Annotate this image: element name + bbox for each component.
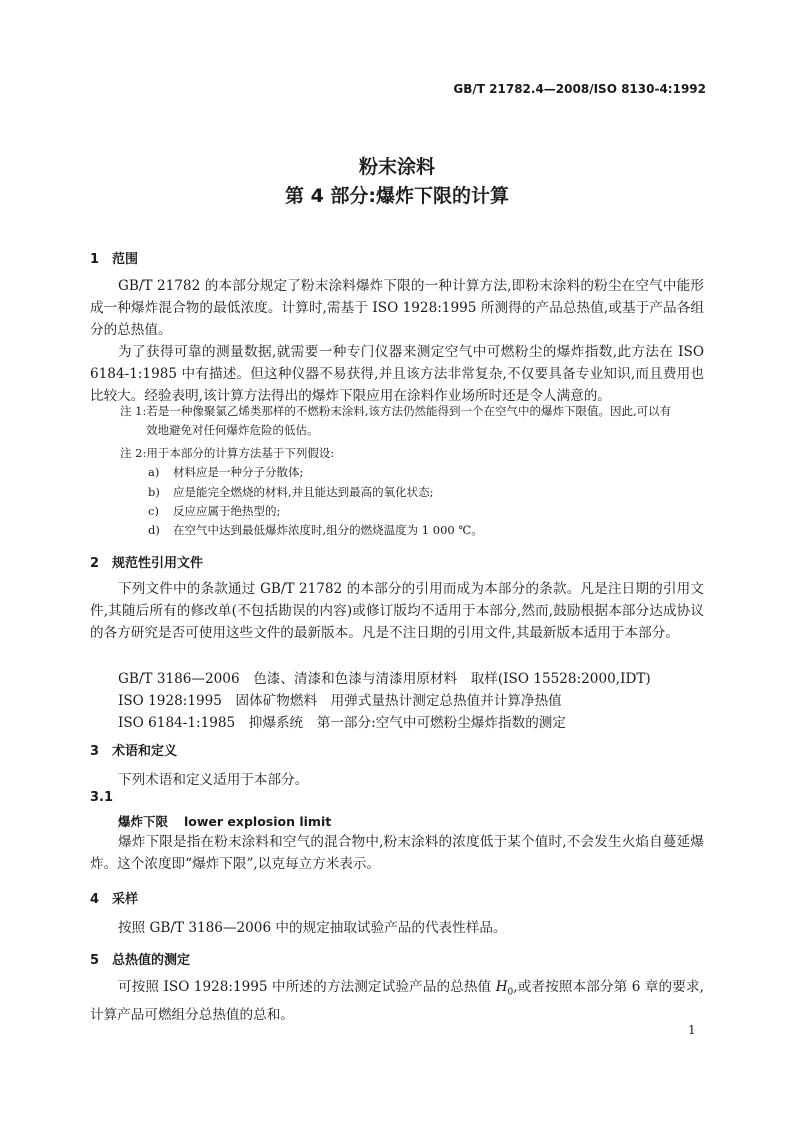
page-title: 粉末涂料 <box>358 156 435 178</box>
paragraph-text: 可按照 ISO 1928:1995 中所述的方法测定试验产品的总热值 <box>118 979 496 995</box>
list-item-label: b) <box>148 485 160 499</box>
section-number: 4 <box>90 892 100 907</box>
page-subtitle: 第 4 部分:爆炸下限的计算 <box>284 185 510 207</box>
section-title: 术语和定义 <box>112 744 178 759</box>
section-2-paragraph-1: 下列文件中的条款通过 GB/T 21782 的本部分的引用而成为本部分的条款。凡是注日期的引用文件,其随后所有的修改单(不包括勘误的内容)或修订版均不适用于本部分,然而,鼓励根据本部分达成协议的各方研究是否可使用这些文件的最新版本。凡是不注日期的引用文件,其最新版本适用于本部分。 <box>90 581 704 641</box>
term-number: 3.1 <box>90 790 114 805</box>
section-number: 1 <box>90 252 100 267</box>
term-chinese: 爆炸下限 <box>118 814 169 829</box>
section-number: 5 <box>90 953 100 968</box>
section-5-paragraph-1 <box>90 976 704 1026</box>
list-item <box>148 522 483 538</box>
section-title: 总热值的测定 <box>112 953 191 968</box>
section-4-heading <box>90 888 138 907</box>
section-number: 2 <box>90 556 100 571</box>
list-item-text: 在空气中达到最低爆炸浓度时,组分的燃烧温度为 1 000 ℃。 <box>173 523 483 537</box>
section-1-paragraph-2: 为了获得可靠的测量数据,就需要一种专门仪器来测定空气中可燃粉尘的爆炸指数,此方法在 ISO 6184-1:1985 中有描述。但这种仪器不易获得,并且该方法非常复杂,不仅要具备专业知识,而且费用也比较大。经验表明,该计算方法得出的爆炸下限应用在涂料作业场所时还是令人满意的。 <box>90 344 704 404</box>
standard-number: GB/T 21782.4—2008/ISO 8130-4:1992 <box>453 82 706 96</box>
symbol-h: H <box>495 979 508 995</box>
section-3-heading <box>90 740 177 759</box>
list-item-label: c) <box>148 504 159 518</box>
section-3-paragraph-1: 下列术语和定义适用于本部分。 <box>118 772 309 788</box>
section-title: 范围 <box>112 252 139 267</box>
list-item <box>148 503 280 519</box>
term-definition: 爆炸下限是指在粉末涂料和空气的混合物中,粉末涂料的浓度低于某个值时,不会发生火焰自蔓延爆炸。这个浓度即“爆炸下限”,以克每立方米表示。 <box>90 834 704 872</box>
section-2-heading <box>90 552 203 571</box>
list-item <box>148 464 303 480</box>
section-1-heading <box>90 248 138 267</box>
term-english: lower explosion limit <box>184 814 332 829</box>
page-number: 1 <box>688 1023 696 1037</box>
note-1-line-2: 效地避免对任何爆炸危险的低估。 <box>146 423 319 437</box>
term-heading <box>118 812 331 830</box>
list-item-label: d) <box>148 523 160 537</box>
note-2: 注 2:用于本部分的计算方法基于下列假设: <box>120 446 335 460</box>
list-item <box>148 484 434 500</box>
symbol-subscript: 0 <box>507 987 514 998</box>
note-1-line-1: 注 1:若是一种像聚氯乙烯类那样的不燃粉末涂料,该方法仍然能得到一个在空气中的爆炸下限值。因此,可以有 <box>120 404 672 418</box>
list-item-text: 反应应属于绝热型的; <box>173 504 281 518</box>
reference-item: GB/T 3186—2006 色漆、清漆和色漆与清漆用原材料 取样(ISO 15528:2000,IDT) <box>118 671 651 687</box>
section-title: 规范性引用文件 <box>112 556 204 571</box>
list-item-text: 材料应是一种分子分散体; <box>173 465 304 479</box>
reference-item: ISO 6184-1:1985 抑爆系统 第一部分:空气中可燃粉尘爆炸指数的测定 <box>118 715 566 731</box>
section-4-paragraph-1: 按照 GB/T 3186—2006 中的规定抽取试验产品的代表性样品。 <box>118 920 507 936</box>
section-number: 3 <box>90 744 100 759</box>
section-title: 采样 <box>112 892 139 907</box>
section-1-paragraph-1: GB/T 21782 的本部分规定了粉末涂料爆炸下限的一种计算方法,即粉末涂料的粉尘在空气中能形成一种爆炸混合物的最低浓度。计算时,需基于 ISO 1928:1995 所测得的产品总热值,或基于产品各组分的总热值。 <box>90 278 704 338</box>
section-5-heading <box>90 949 190 968</box>
list-item-label: a) <box>148 465 160 479</box>
reference-item: ISO 1928:1995 固体矿物燃料 用弹式量热计测定总热值并计算净热值 <box>118 693 562 709</box>
paragraph-text: ,或者按照本部分第 6 章的要求,计算产品可燃组分总热值的总和。 <box>90 979 704 1023</box>
list-item-text: 应是能完全燃烧的材料,并且能达到最高的氧化状态; <box>173 485 434 499</box>
